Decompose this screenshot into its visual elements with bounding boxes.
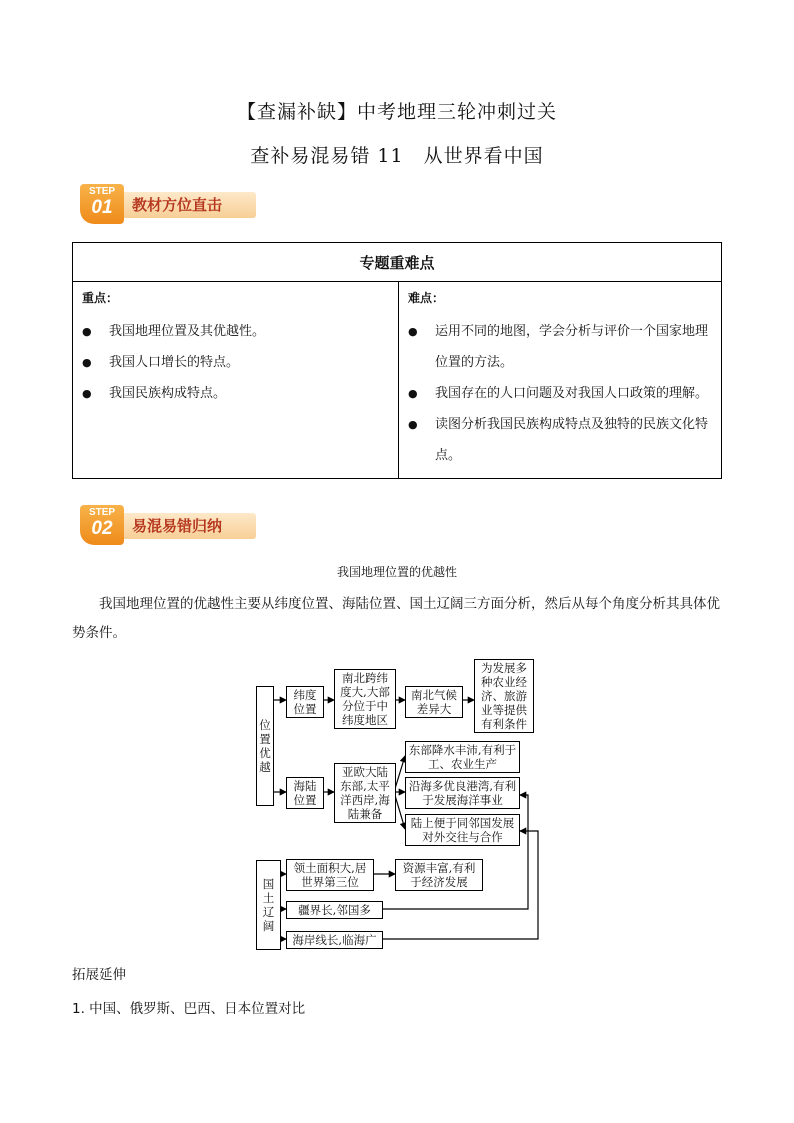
table-heading: 专题重难点 <box>73 243 722 282</box>
area-box: 领土面积大,居世界第三位 <box>286 859 374 891</box>
step-badge <box>80 505 124 545</box>
sealand-box: 海陆位置 <box>286 777 324 809</box>
advantage-diagram <box>250 655 550 955</box>
list-item: ● 我国存在的人口问题及对我国人口政策的理解。 <box>400 378 714 409</box>
harbors-box: 沿海多优良港湾,有利于发展海洋事业 <box>405 777 520 809</box>
list-item: ● 读图分析我国民族构成特点及独特的民族文化特点。 <box>400 409 714 471</box>
key-points-cell <box>73 282 399 479</box>
step-number: 02 <box>91 518 113 539</box>
page-subtitle: 查补易混易错 11 从世界看中国 <box>250 145 544 167</box>
step-02-banner <box>76 505 256 547</box>
latitude-box: 纬度位置 <box>286 686 324 718</box>
list-item: ● 我国地理位置及其优越性。 <box>74 316 397 347</box>
latitude-detail-box: 南北跨纬度大,大部分位于中纬度地区 <box>334 669 396 729</box>
sealand-detail-box: 亚欧大陆东部,太平洋西岸,海陆兼备 <box>334 763 396 823</box>
root-position-box: 位置优越 <box>256 686 274 806</box>
step-label: 教材方位直击 <box>132 196 223 214</box>
key-points-title: 重点： <box>82 291 119 305</box>
intro-paragraph: 我国地理位置的优越性主要从纬度位置、海陆位置、国土辽阔三方面分析，然后从每个角度分析其具体优势条件。 <box>72 596 720 641</box>
difficult-points-title: 难点： <box>408 291 445 305</box>
border-box: 疆界长,邻国多 <box>286 901 383 919</box>
difficult-points-list <box>400 316 720 471</box>
extension-title: 拓展延伸 <box>72 967 126 983</box>
step-word: STEP <box>88 186 116 197</box>
land-cooperation-box: 陆上便于同邻国发展对外交往与合作 <box>405 814 520 846</box>
extension-item: 1. 中国、俄罗斯、巴西、日本位置对比 <box>72 1001 306 1017</box>
step-label: 易混易错归纳 <box>132 517 223 535</box>
resources-box: 资源丰富,有利于经济发展 <box>395 859 483 891</box>
coast-box: 海岸线长,临海广 <box>286 931 383 949</box>
key-points-list <box>74 316 397 409</box>
root-territory-box: 国土辽阔 <box>256 860 281 950</box>
list-item: ● 我国人口增长的特点。 <box>74 347 397 378</box>
east-rainfall-box: 东部降水丰沛,有利于工、农业生产 <box>405 741 520 773</box>
step-badge <box>80 184 124 224</box>
step-word: STEP <box>88 507 116 518</box>
key-points-table <box>72 242 722 479</box>
list-item: ● 我国民族构成特点。 <box>74 378 397 409</box>
difficult-points-cell <box>399 282 722 479</box>
step-number: 01 <box>91 197 113 218</box>
climate-difference-box: 南北气候差异大 <box>405 686 463 718</box>
agriculture-tourism-box: 为发展多种农业经济、旅游业等提供有利条件 <box>474 659 534 733</box>
page-title: 【查漏补缺】中考地理三轮冲刺过关 <box>236 101 557 123</box>
step-01-banner <box>76 184 256 226</box>
list-item: ● 运用不同的地图，学会分析与评价一个国家地理位置的方法。 <box>400 316 714 378</box>
section-caption: 我国地理位置的优越性 <box>336 565 457 579</box>
